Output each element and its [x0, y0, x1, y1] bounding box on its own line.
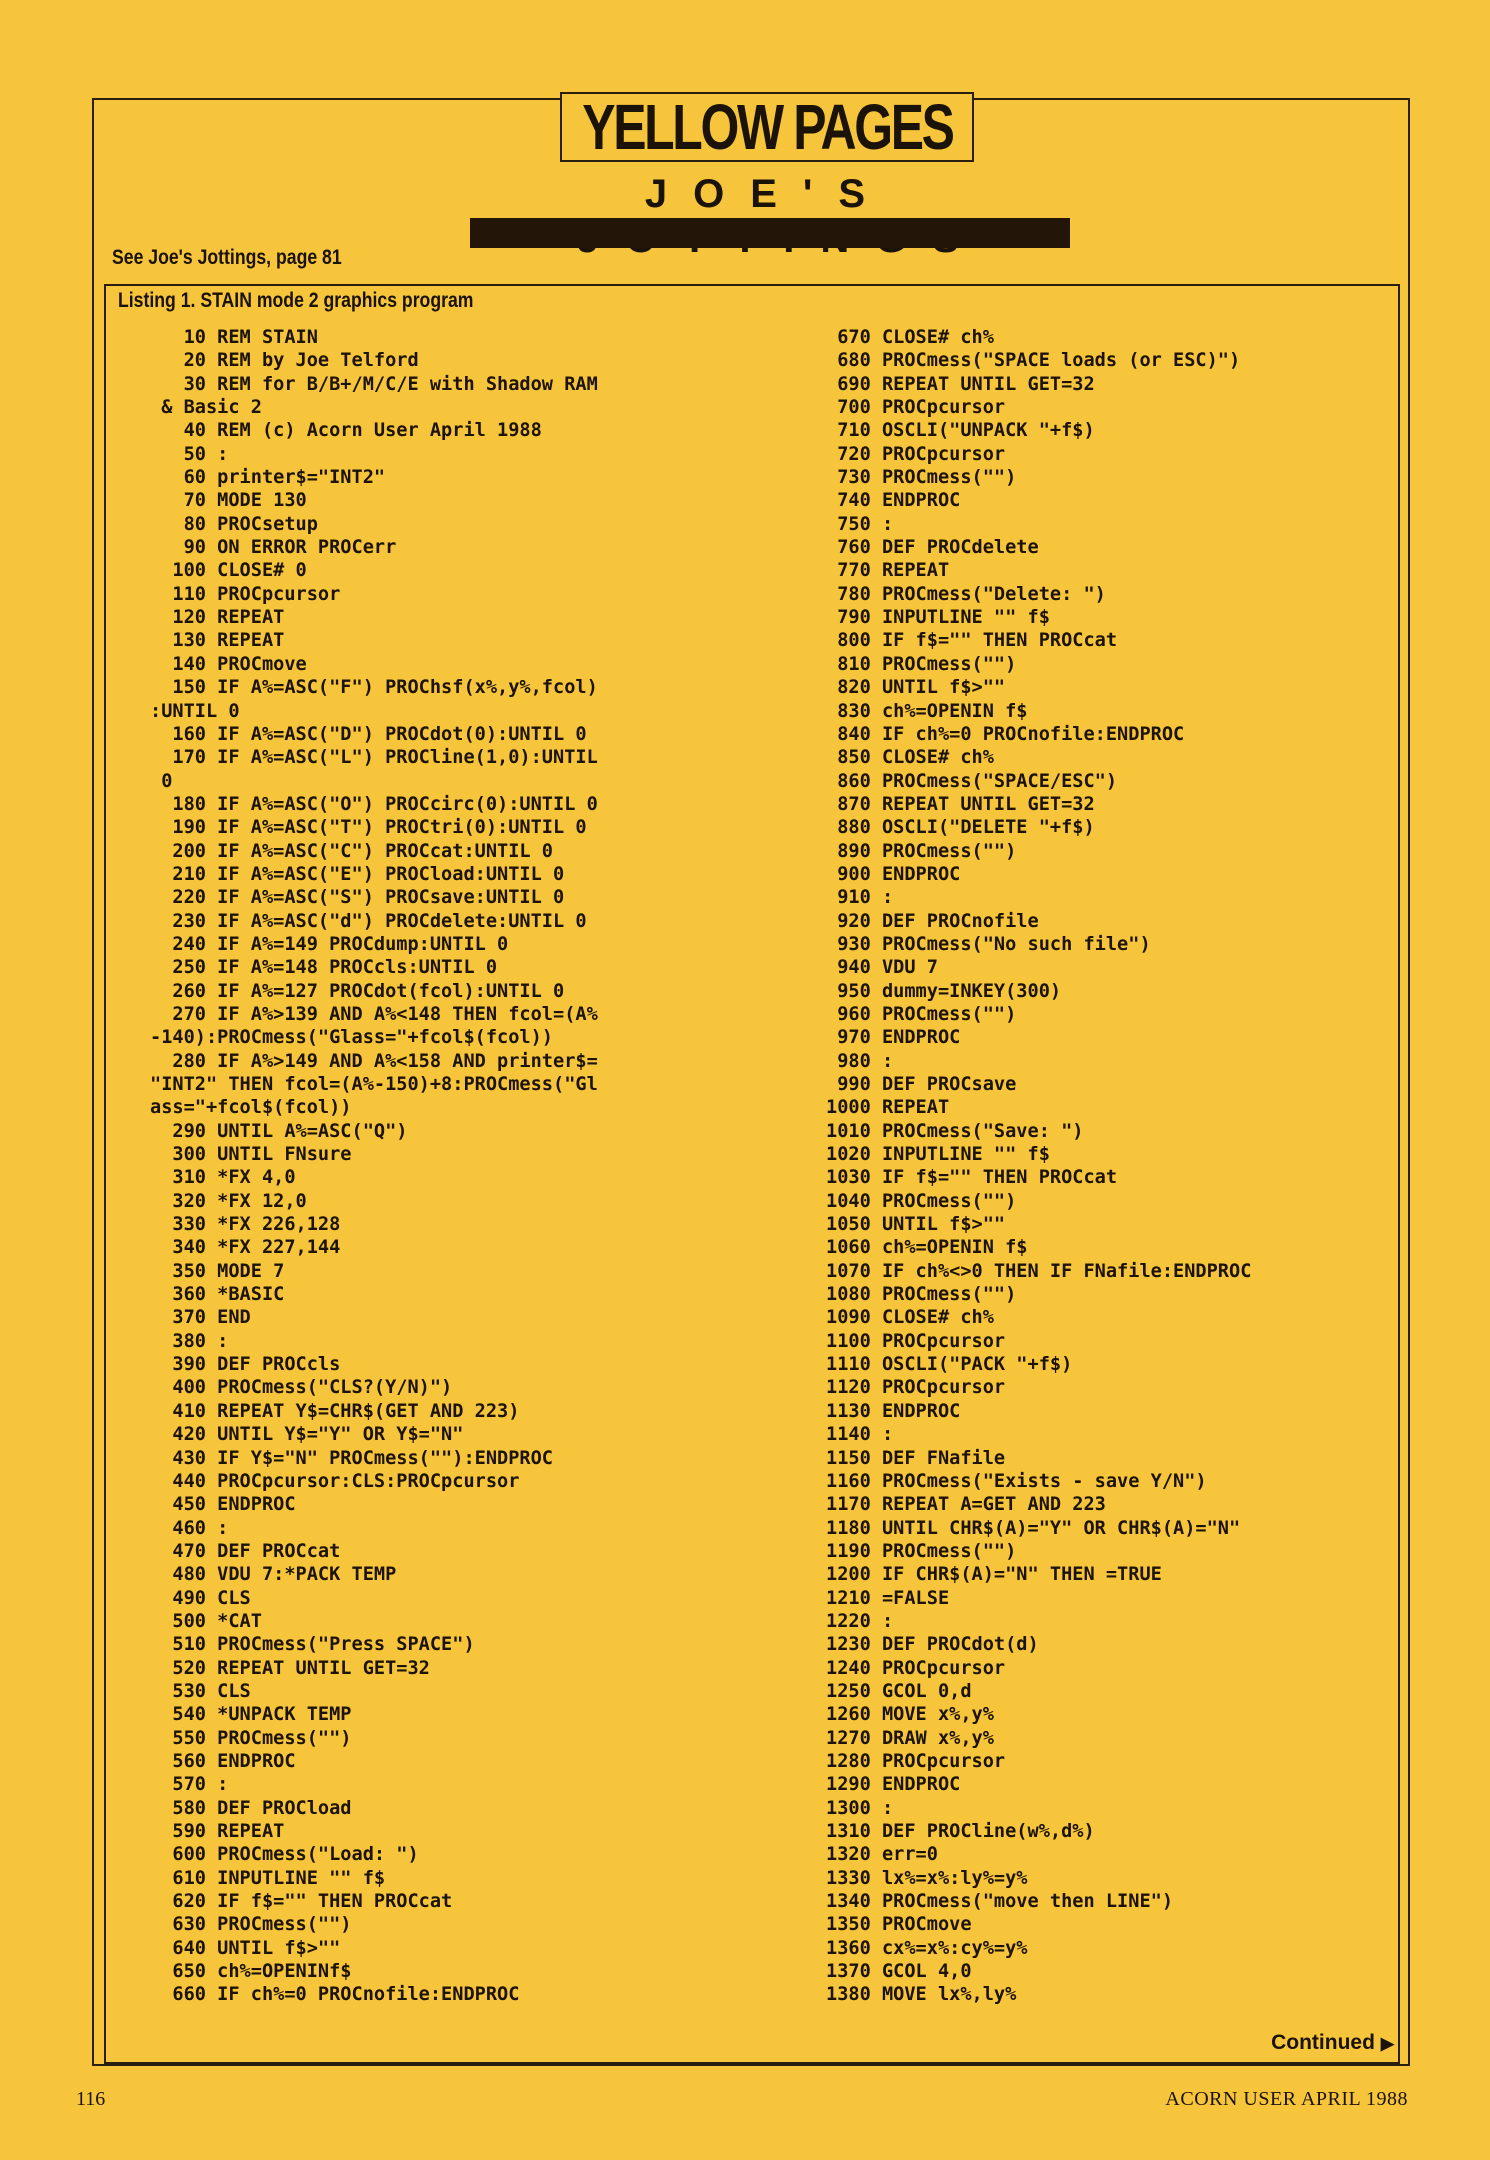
code-line: 130 REPEAT — [150, 630, 285, 652]
masthead-title: YELLOW PAGES — [581, 91, 953, 163]
code-line: 930 PROCmess("No such file") — [826, 933, 1151, 955]
code-line: 1250 GCOL 0,d — [826, 1680, 972, 1702]
code-line: 890 PROCmess("") — [826, 840, 1017, 862]
code-line: 1190 PROCmess("") — [826, 1540, 1017, 1562]
code-line: 950 dummy=INKEY(300) — [826, 980, 1062, 1002]
code-line: 1370 GCOL 4,0 — [826, 1961, 972, 1983]
code-line: 1180 UNTIL CHR$(A)="Y" OR CHR$(A)="N" — [826, 1517, 1241, 1539]
code-line: 570 : — [150, 1774, 229, 1796]
code-line: 440 PROCpcursor:CLS:PROCpcursor — [150, 1470, 520, 1492]
code-line: 1300 : — [826, 1797, 894, 1819]
code-line: 1290 ENDPROC — [826, 1774, 961, 1796]
code-line: 70 MODE 130 — [150, 490, 307, 512]
code-line: 10 REM STAIN — [150, 327, 318, 348]
code-line: 1170 REPEAT A=GET AND 223 — [826, 1494, 1106, 1516]
code-line: 560 ENDPROC — [150, 1750, 296, 1772]
code-line: 120 REPEAT — [150, 607, 285, 629]
code-line: 870 REPEAT UNTIL GET=32 — [826, 793, 1095, 815]
see-reference: See Joe's Jottings, page 81 — [112, 246, 342, 269]
code-line: 110 PROCpcursor — [150, 583, 341, 605]
code-line: 1050 UNTIL f$>"" — [826, 1214, 1006, 1236]
code-line: 630 PROCmess("") — [150, 1914, 352, 1936]
code-line: 1360 cx%=x%:cy%=y% — [826, 1937, 1028, 1959]
code-line: 710 OSCLI("UNPACK "+f$) — [826, 420, 1095, 442]
code-line: 1310 DEF PROCline(w%,d%) — [826, 1821, 1095, 1842]
code-line: 1230 DEF PROCdot(d) — [826, 1634, 1039, 1656]
code-line: 1240 PROCpcursor — [826, 1657, 1006, 1679]
code-line: 1020 INPUTLINE "" f$ — [826, 1144, 1050, 1166]
continued-label — [1271, 2031, 1394, 2055]
code-line: 1060 ch%=OPENIN f$ — [826, 1237, 1028, 1259]
code-line: "INT2" THEN fcol=(A%-150)+8:PROCmess("Gl — [150, 1074, 598, 1095]
triangle-right-icon: ▶ — [1380, 2034, 1394, 2053]
code-line: 1090 CLOSE# ch% — [826, 1307, 994, 1329]
code-line: 490 CLS — [150, 1587, 251, 1609]
code-line: 300 UNTIL FNsure — [150, 1144, 352, 1166]
code-line: 770 REPEAT — [826, 560, 950, 582]
code-line: 1110 OSCLI("PACK "+f$) — [826, 1354, 1073, 1376]
code-line: 1010 PROCmess("Save: ") — [826, 1120, 1084, 1142]
code-line: 450 ENDPROC — [150, 1494, 296, 1516]
code-line: 420 UNTIL Y$="Y" OR Y$="N" — [150, 1424, 464, 1446]
code-line: 750 : — [826, 513, 894, 535]
code-line: 380 : — [150, 1330, 229, 1352]
code-line: 1000 REPEAT — [826, 1097, 950, 1119]
code-line: 370 END — [150, 1307, 251, 1329]
section-title-bar — [470, 218, 1070, 248]
code-line: 170 IF A%=ASC("L") PROCline(1,0):UNTIL — [150, 747, 598, 769]
code-line: 670 CLOSE# ch% — [826, 327, 994, 348]
code-line: 40 REM (c) Acorn User April 1988 — [150, 420, 542, 442]
code-line: 210 IF A%=ASC("E") PROCload:UNTIL 0 — [150, 863, 565, 885]
code-line: 270 IF A%>139 AND A%<148 THEN fcol=(A% — [150, 1003, 598, 1025]
code-line: 1120 PROCpcursor — [826, 1377, 1006, 1399]
code-line: 430 IF Y$="N" PROCmess(""):ENDPROC — [150, 1447, 553, 1469]
code-line: 1340 PROCmess("move then LINE") — [826, 1891, 1174, 1913]
code-line: 910 : — [826, 887, 894, 909]
code-line: 690 REPEAT UNTIL GET=32 — [826, 373, 1095, 395]
code-line: 1350 PROCmove — [826, 1914, 972, 1936]
code-line: 100 CLOSE# 0 — [150, 560, 307, 582]
code-line: 390 DEF PROCcls — [150, 1354, 341, 1376]
code-line: 340 *FX 227,144 — [150, 1237, 341, 1259]
code-line: 700 PROCpcursor — [826, 397, 1006, 419]
section-title-text: JOE'S — [644, 172, 892, 216]
code-line: 1380 MOVE lx%,ly% — [826, 1984, 1017, 2006]
code-line: 550 PROCmess("") — [150, 1727, 352, 1749]
code-line: 410 REPEAT Y$=CHR$(GET AND 223) — [150, 1400, 520, 1422]
code-line: 460 : — [150, 1517, 229, 1539]
code-line: 760 DEF PROCdelete — [826, 537, 1039, 559]
code-line: 320 *FX 12,0 — [150, 1190, 307, 1212]
code-line: 480 VDU 7:*PACK TEMP — [150, 1564, 397, 1586]
code-line: 590 REPEAT — [150, 1821, 285, 1842]
section-title — [462, 172, 1074, 262]
code-line: 740 ENDPROC — [826, 490, 961, 512]
page-number: 116 — [76, 2088, 106, 2110]
code-line: 980 : — [826, 1050, 894, 1072]
code-line: ass="+fcol$(fcol)) — [150, 1097, 352, 1119]
code-line: 1130 ENDPROC — [826, 1400, 961, 1422]
code-line: 860 PROCmess("SPACE/ESC") — [826, 770, 1118, 792]
code-line: 1220 : — [826, 1610, 894, 1632]
code-line: 600 PROCmess("Load: ") — [150, 1844, 419, 1866]
code-line: 650 ch%=OPENINf$ — [150, 1961, 352, 1983]
code-line: 1030 IF f$="" THEN PROCcat — [826, 1167, 1118, 1189]
code-line: 290 UNTIL A%=ASC("Q") — [150, 1120, 408, 1142]
code-line: 540 *UNPACK TEMP — [150, 1704, 352, 1726]
code-line: 330 *FX 226,128 — [150, 1214, 341, 1236]
code-line: 510 PROCmess("Press SPACE") — [150, 1634, 475, 1656]
code-line: 800 IF f$="" THEN PROCcat — [826, 630, 1118, 652]
code-line: 1140 : — [826, 1424, 894, 1446]
code-line: 970 ENDPROC — [826, 1027, 961, 1049]
code-line: 310 *FX 4,0 — [150, 1167, 296, 1189]
listing-title: Listing 1. STAIN mode 2 graphics program — [118, 289, 474, 312]
code-line: 200 IF A%=ASC("C") PROCcat:UNTIL 0 — [150, 840, 553, 862]
code-line: 400 PROCmess("CLS?(Y/N)") — [150, 1377, 453, 1399]
code-line: 1040 PROCmess("") — [826, 1190, 1017, 1212]
code-line: 830 ch%=OPENIN f$ — [826, 700, 1028, 722]
magazine-footer: ACORN USER APRIL 1988 — [1165, 2088, 1408, 2110]
code-column-left — [150, 326, 598, 2007]
code-line: 1150 DEF FNafile — [826, 1447, 1006, 1469]
code-line: & Basic 2 — [150, 397, 262, 419]
code-line: 640 UNTIL f$>"" — [150, 1937, 341, 1959]
code-line: 720 PROCpcursor — [826, 443, 1006, 465]
code-line: 680 PROCmess("SPACE loads (or ESC)") — [826, 350, 1241, 372]
code-line: 790 INPUTLINE "" f$ — [826, 607, 1050, 629]
code-line: 850 CLOSE# ch% — [826, 747, 994, 769]
code-line: 1100 PROCpcursor — [826, 1330, 1006, 1352]
code-line: 900 ENDPROC — [826, 863, 961, 885]
code-line: 1200 IF CHR$(A)="N" THEN =TRUE — [826, 1564, 1162, 1586]
code-line: 470 DEF PROCcat — [150, 1540, 341, 1562]
code-line: 0 — [150, 770, 173, 792]
code-line: 220 IF A%=ASC("S") PROCsave:UNTIL 0 — [150, 887, 565, 909]
code-line: 840 IF ch%=0 PROCnofile:ENDPROC — [826, 723, 1185, 745]
code-line: 1160 PROCmess("Exists - save Y/N") — [826, 1470, 1207, 1492]
code-line: 30 REM for B/B+/M/C/E with Shadow RAM — [150, 373, 598, 395]
code-line: 920 DEF PROCnofile — [826, 910, 1039, 932]
code-line: 360 *BASIC — [150, 1284, 285, 1306]
code-line: 620 IF f$="" THEN PROCcat — [150, 1891, 453, 1913]
code-line: 250 IF A%=148 PROCcls:UNTIL 0 — [150, 957, 498, 979]
code-line: 180 IF A%=ASC("O") PROCcirc(0):UNTIL 0 — [150, 793, 598, 815]
code-line: 260 IF A%=127 PROCdot(fcol):UNTIL 0 — [150, 980, 565, 1002]
code-column-right — [826, 326, 1251, 2007]
code-line: 1330 lx%=x%:ly%=y% — [826, 1867, 1028, 1889]
code-line: 20 REM by Joe Telford — [150, 350, 419, 372]
code-line: 880 OSCLI("DELETE "+f$) — [826, 817, 1095, 839]
code-line: 1270 DRAW x%,y% — [826, 1727, 994, 1749]
code-line: 820 UNTIL f$>"" — [826, 677, 1006, 699]
code-line: 1280 PROCpcursor — [826, 1750, 1006, 1772]
code-line: 150 IF A%=ASC("F") PROChsf(x%,y%,fcol) — [150, 677, 598, 699]
code-line: 520 REPEAT UNTIL GET=32 — [150, 1657, 430, 1679]
code-line: 1320 err=0 — [826, 1844, 938, 1866]
code-line: 1210 =FALSE — [826, 1587, 950, 1609]
code-line: 810 PROCmess("") — [826, 653, 1017, 675]
code-line: 80 PROCsetup — [150, 513, 318, 535]
code-line: 1070 IF ch%<>0 THEN IF FNafile:ENDPROC — [826, 1260, 1252, 1282]
code-line: 50 : — [150, 443, 229, 465]
code-line: 610 INPUTLINE "" f$ — [150, 1867, 386, 1889]
code-line: :UNTIL 0 — [150, 700, 240, 722]
masthead-box — [560, 92, 974, 162]
code-line: 990 DEF PROCsave — [826, 1074, 1017, 1095]
code-line: 230 IF A%=ASC("d") PROCdelete:UNTIL 0 — [150, 910, 587, 932]
code-line: 280 IF A%>149 AND A%<158 AND printer$= — [150, 1050, 598, 1072]
code-line: 1080 PROCmess("") — [826, 1284, 1017, 1306]
code-line: 240 IF A%=149 PROCdump:UNTIL 0 — [150, 933, 509, 955]
code-line: -140):PROCmess("Glass="+fcol$(fcol)) — [150, 1027, 553, 1049]
code-line: 350 MODE 7 — [150, 1260, 285, 1282]
code-line: 960 PROCmess("") — [826, 1003, 1017, 1025]
code-line: 780 PROCmess("Delete: ") — [826, 583, 1106, 605]
code-line: 730 PROCmess("") — [826, 467, 1017, 489]
code-line: 60 printer$="INT2" — [150, 467, 386, 489]
code-line: 530 CLS — [150, 1680, 251, 1702]
code-line: 1260 MOVE x%,y% — [826, 1704, 994, 1726]
code-line: 940 VDU 7 — [826, 957, 938, 979]
code-line: 160 IF A%=ASC("D") PROCdot(0):UNTIL 0 — [150, 723, 587, 745]
code-line: 660 IF ch%=0 PROCnofile:ENDPROC — [150, 1984, 520, 2006]
code-line: 500 *CAT — [150, 1610, 262, 1632]
code-line: 190 IF A%=ASC("T") PROCtri(0):UNTIL 0 — [150, 817, 587, 839]
code-line: 580 DEF PROCload — [150, 1797, 352, 1819]
continued-text: Continued — [1271, 2031, 1375, 2054]
code-line: 90 ON ERROR PROCerr — [150, 537, 397, 559]
code-line: 140 PROCmove — [150, 653, 307, 675]
